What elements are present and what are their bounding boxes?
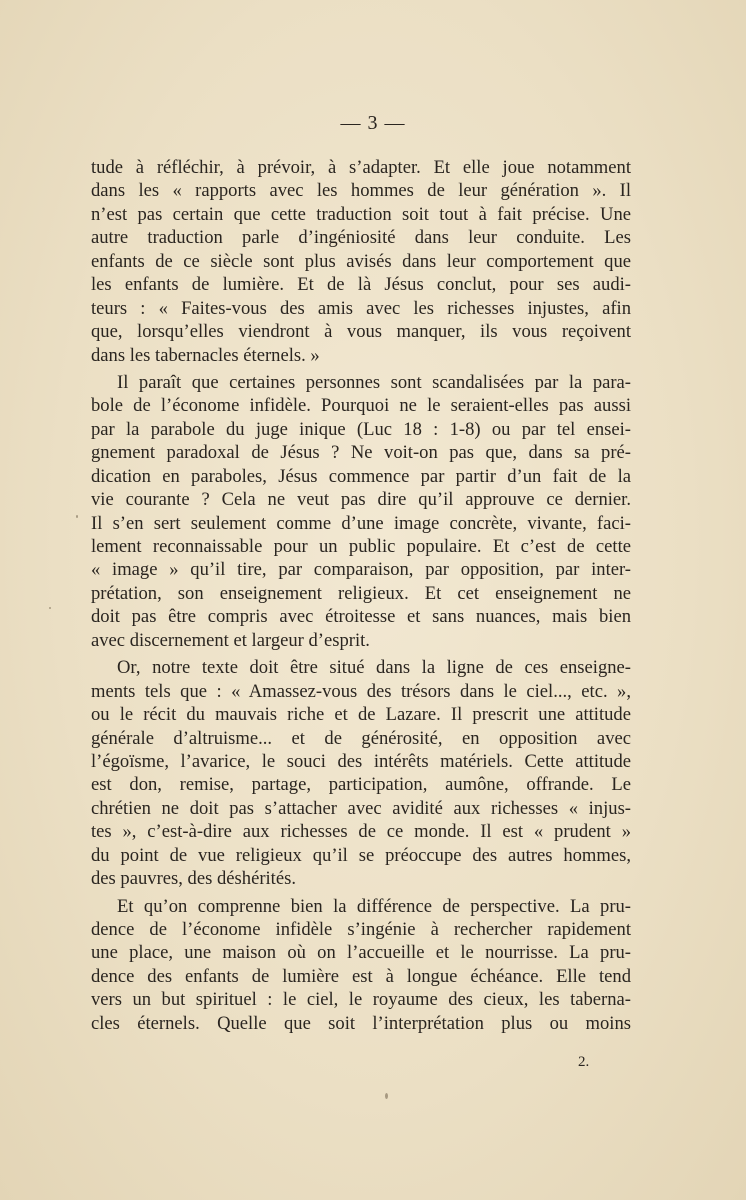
paragraph-3 xyxy=(91,656,631,890)
paragraph-1 xyxy=(91,156,631,367)
text-line: une place, une maison où on l’accueille et le nourrisse. La pru- xyxy=(91,942,631,964)
text-line: enfants de ce siècle sont plus avisés dans leur comportement que xyxy=(91,250,631,272)
text-line: que, lorsqu’elles viendront à vous manquer, ils vous reçoivent xyxy=(91,321,631,343)
text-line: Et qu’on comprenne bien la différence de perspective. La pru- xyxy=(117,895,631,917)
text-line: avec discernement et largeur d’esprit. xyxy=(91,629,370,651)
text-line: les enfants de lumière. Et de là Jésus conclut, pour ses audi- xyxy=(91,274,631,296)
text-line: des pauvres, des déshérités. xyxy=(91,868,296,890)
paragraph-2 xyxy=(91,371,631,652)
text-line: dans les « rapports avec les hommes de leur génération ». Il xyxy=(91,180,631,202)
body-text xyxy=(91,156,631,1035)
text-line: n’est pas certain que cette traduction soit tout à fait précise. Une xyxy=(91,203,631,225)
text-line: tes », c’est-à-dire aux richesses de ce monde. Il est « prudent » xyxy=(91,821,631,843)
paper-speck xyxy=(385,1093,388,1099)
page-number: — 3 — xyxy=(340,112,406,134)
text-line: vie courante ? Cela ne veut pas dire qu’il approuve ce dernier. xyxy=(91,489,631,511)
text-line: par la parabole du juge inique (Luc 18 : 1-8) ou par tel ensei- xyxy=(91,418,631,440)
text-line: l’égoïsme, l’avarice, le souci des intérêts matériels. Cette attitude xyxy=(91,750,631,772)
text-line: Il paraît que certaines personnes sont scandalisées par la para- xyxy=(117,371,631,393)
text-line: Or, notre texte doit être situé dans la ligne de ces enseigne- xyxy=(117,657,631,679)
paper-speck xyxy=(76,515,78,518)
text-line: dence de l’économe infidèle s’ingénie à rechercher rapidement xyxy=(91,919,631,940)
text-line: vers un but spirituel : le ciel, le royaume des cieux, les taberna- xyxy=(91,989,631,1011)
text-line: cles éternels. Quelle que soit l’interprétation plus ou moins xyxy=(91,1012,631,1034)
text-line: est don, remise, partage, participation, aumône, offrande. Le xyxy=(91,774,631,796)
paper-speck xyxy=(49,607,51,609)
text-line: teurs : « Faites-vous des amis avec les richesses injustes, afin xyxy=(91,297,631,319)
text-line: ou le récit du mauvais riche et de Lazare. Il prescrit une attitude xyxy=(91,704,631,726)
text-line: ments tels que : « Amassez-vous des trésors dans le ciel..., etc. », xyxy=(91,680,631,702)
signature-mark: 2. xyxy=(578,1054,590,1070)
text-line: prétation, son enseignement religieux. Et cet enseignement ne xyxy=(91,582,631,604)
text-line: gnement paradoxal de Jésus ? Ne voit-on pas que, dans sa pré- xyxy=(91,442,631,464)
text-line: autre traduction parle d’ingéniosité dans leur conduite. Les xyxy=(91,227,631,249)
text-line: dence des enfants de lumière est à longue échéance. Elle tend xyxy=(91,965,631,987)
text-line: Il s’en sert seulement comme d’une image concrète, vivante, faci- xyxy=(91,512,631,534)
text-line: du point de vue religieux qu’il se préoccupe des autres hommes, xyxy=(91,844,631,866)
text-line: tude à réfléchir, à prévoir, à s’adapter. Et elle joue notamment xyxy=(91,157,631,178)
text-line: chrétien ne doit pas s’attacher avec avidité aux richesses « injus- xyxy=(91,797,631,819)
text-line: générale d’altruisme... et de générosité, en opposition avec xyxy=(91,727,631,749)
text-line: dans les tabernacles éternels. » xyxy=(91,344,320,366)
text-line: doit pas être compris avec étroitesse et sans nuances, mais bien xyxy=(91,606,631,628)
text-line: bole de l’économe infidèle. Pourquoi ne le seraient-elles pas aussi xyxy=(91,395,631,417)
text-line: lement reconnaissable pour un public populaire. Et c’est de cette xyxy=(91,536,631,557)
text-line: « image » qu’il tire, par comparaison, par opposition, par inter- xyxy=(91,559,631,581)
paragraph-4 xyxy=(91,895,631,1036)
text-line: dication en paraboles, Jésus commence par partir d’un fait de la xyxy=(91,465,631,487)
